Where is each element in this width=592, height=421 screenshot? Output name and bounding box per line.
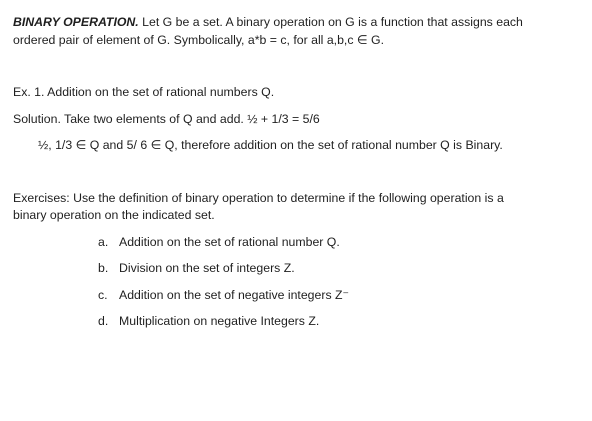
exercise-item-b [98,260,295,276]
definition-line-1 [13,14,523,30]
exercise-text: Addition on the set of negative integers Z⁻ [119,288,350,302]
exercises-intro-line-2: binary operation on the indicated set. [13,208,215,222]
exercise-text: Multiplication on negative Integers Z. [119,314,320,328]
exercise-marker: b. [98,261,109,275]
definition-heading: BINARY OPERATION. [13,15,139,29]
exercise-marker: c. [98,288,108,302]
example-solution: Solution. Take two elements of Q and add. ½ + 1/3 = 5/6 [13,112,320,126]
example-conclusion: ½, 1/3 ∈ Q and 5/ 6 ∈ Q, therefore addition on the set of rational number Q is Binary. [38,138,503,152]
exercise-marker: d. [98,314,109,328]
definition-line-2: ordered pair of element of G. Symbolically, a*b = c, for all a,b,c ∈ G. [13,33,385,47]
definition-text-1: Let G be a set. A binary operation on G is a function that assigns each [138,15,523,29]
exercise-item-d [98,313,319,329]
exercise-item-c [98,287,349,303]
exercise-item-a [98,234,340,250]
exercises-intro-line-1: Exercises: Use the definition of binary operation to determine if the following operation is a [13,191,504,205]
exercise-marker: a. [98,235,109,249]
exercise-text: Addition on the set of rational number Q. [119,235,340,249]
example-title: Ex. 1. Addition on the set of rational numbers Q. [13,85,275,99]
exercise-text: Division on the set of integers Z. [119,261,295,275]
